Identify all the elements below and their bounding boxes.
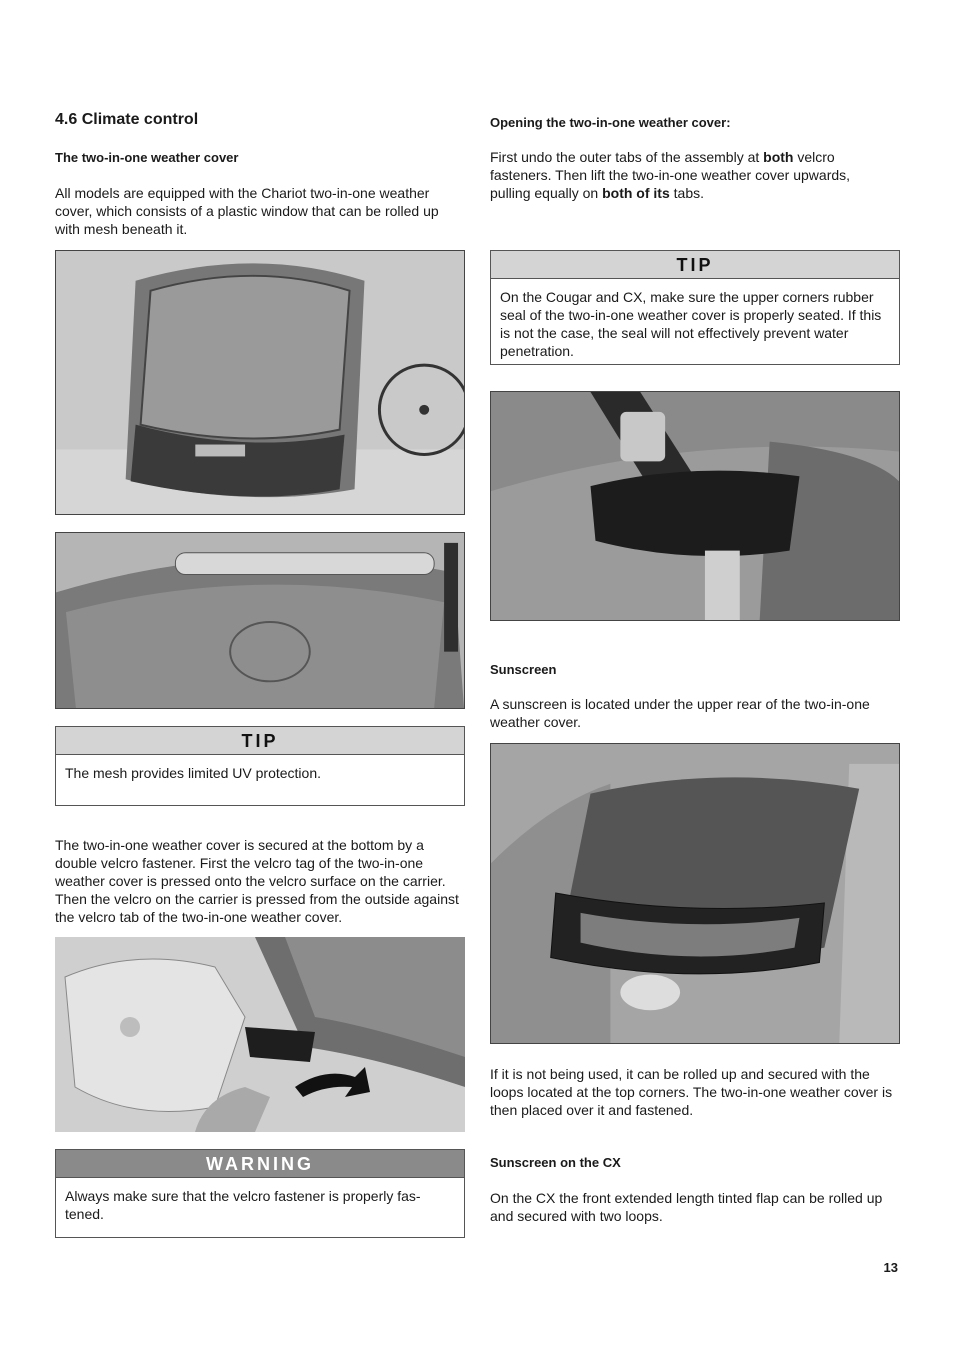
tip-text: On the Cougar and CX, make sure the upper corners rubber seal of the two-in-one weather cover is properly seated. If this is not the case, the seal will not effectively prevent water penetration. [500,289,882,359]
velcro-paragraph: The two-in-one weather cover is secured at the bottom by a double velcro fastener. First the velcro tag of the two-in-one weather cover is pressed onto the velcro surface on the carrier. Then the velcro on the carrier is pressed from the outside against the velcro tab of the two-in-one weather cover. [55,837,459,925]
sunscreen-title: Sunscreen [490,662,557,677]
opening-text-1: First undo the outer tabs of the assembly at [490,149,764,165]
opening-text-3: tabs. [669,185,704,201]
tip-heading: TIP [491,251,899,279]
tip-box-seal [490,250,900,365]
rolled-cover-photo [55,532,465,709]
warning-box [55,1149,465,1238]
rolled-text: If it is not being used, it can be rolled up and secured with the loops located at the top corners. The two-in-one weather cover is then placed over it and fastened. [490,1066,893,1118]
tip-text: The mesh provides limited UV protection. [65,765,321,781]
opening-text-2: velcro fasteners. Then lift the two-in-one weather cover upwards, pulling equally on [490,149,851,201]
velcro-fastener-photo [55,937,465,1132]
sunscreen-text: A sunscreen is located under the upper rear of the two-in-one weather cover. [490,696,870,730]
sunscreen-cx-text: On the CX the front extended length tinted flap can be rolled up and secured with two loops. [490,1190,883,1224]
opening-paragraph [490,148,890,202]
tip-heading: TIP [56,727,464,755]
opening-bold-2: both of its [602,185,670,201]
corner-seal-photo [490,391,900,621]
warning-text: Always make sure that the velcro fastener is properly fas-tened. [65,1188,421,1222]
section-title: 4.6 Climate control [55,111,199,128]
weather-cover-subtitle: The two-in-one weather cover [55,150,239,165]
warning-heading: WARNING [56,1150,464,1178]
tip-box-mesh [55,726,465,806]
opening-title: Opening the two-in-one weather cover: [490,115,731,130]
weather-cover-intro: All models are equipped with the Chariot two-in-one weather cover, which consists of a plastic window that can be rolled up with mesh beneath it. [55,185,439,237]
trailer-front-photo [55,250,465,515]
sunscreen-cx-title: Sunscreen on the CX [490,1155,621,1170]
page-number: 13 [883,1260,898,1275]
sunscreen-photo [490,743,900,1044]
opening-bold-1: both [763,149,794,165]
